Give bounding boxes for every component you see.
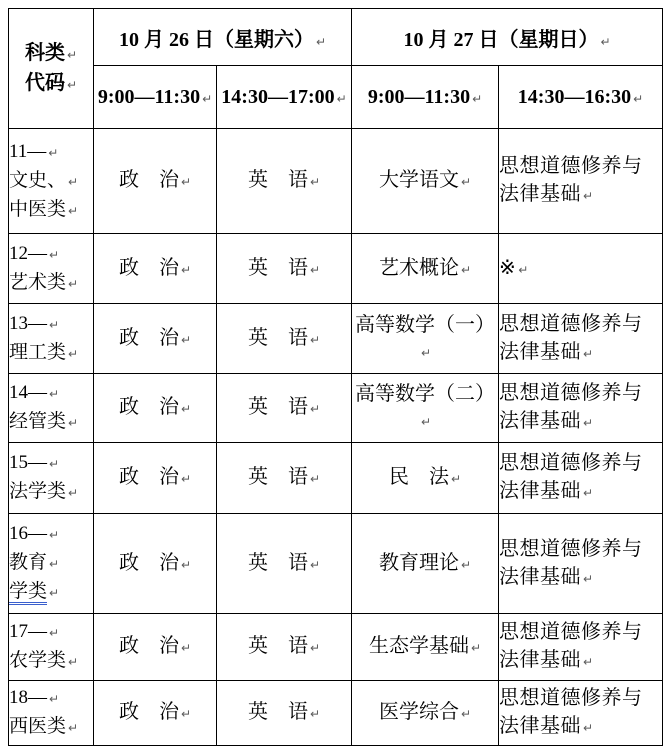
subject-cell bbox=[94, 129, 217, 234]
subject-cell bbox=[352, 234, 499, 304]
code-line-text: 14— bbox=[9, 382, 47, 403]
paragraph-mark-icon: ↵ bbox=[68, 655, 79, 669]
category-code-cell bbox=[9, 614, 94, 681]
subject-text: 政 治 bbox=[118, 551, 179, 574]
time-header-sun-afternoon bbox=[499, 66, 663, 129]
paragraph-mark-icon: ↵ bbox=[460, 262, 472, 277]
subject-text: 思想道德修养与法律基础 bbox=[499, 382, 643, 432]
paragraph-mark-icon: ↵ bbox=[180, 707, 192, 721]
subject-cell bbox=[217, 614, 352, 681]
code-line-text: 学类 bbox=[9, 581, 48, 602]
date-header-sunday bbox=[352, 9, 663, 66]
paragraph-mark-icon: ↵ bbox=[180, 262, 192, 277]
paragraph-mark-icon: ↵ bbox=[460, 557, 472, 572]
paragraph-mark-icon: ↵ bbox=[583, 721, 594, 735]
paragraph-mark-icon: ↵ bbox=[315, 34, 327, 49]
paragraph-mark-icon: ↵ bbox=[309, 175, 321, 189]
paragraph-mark-icon: ↵ bbox=[309, 402, 321, 416]
paragraph-mark-icon: ↵ bbox=[180, 557, 192, 572]
paragraph-mark-icon: ↵ bbox=[68, 346, 79, 361]
code-line-text: 农学类 bbox=[9, 650, 67, 671]
paragraph-mark-icon: ↵ bbox=[583, 189, 594, 203]
header-row-dates bbox=[9, 9, 663, 66]
paragraph-mark-icon: ↵ bbox=[583, 486, 594, 500]
subject-text: 思想道德修养与法律基础 bbox=[499, 452, 643, 502]
code-line-text: 法学类 bbox=[9, 481, 67, 502]
paragraph-mark-icon: ↵ bbox=[49, 247, 60, 262]
subject-cell bbox=[499, 443, 663, 514]
subject-text: 高等数学（二） bbox=[355, 383, 495, 405]
table-row bbox=[9, 681, 663, 746]
subject-cell bbox=[352, 374, 499, 443]
paragraph-mark-icon: ↵ bbox=[48, 145, 59, 160]
code-line-text: 教育 bbox=[9, 552, 48, 573]
table-row bbox=[9, 614, 663, 681]
paragraph-mark-icon: ↵ bbox=[309, 262, 321, 277]
subject-cell bbox=[217, 681, 352, 746]
paragraph-mark-icon: ↵ bbox=[420, 415, 432, 429]
subject-cell bbox=[217, 304, 352, 374]
paragraph-mark-icon: ↵ bbox=[583, 416, 594, 430]
paragraph-mark-icon: ↵ bbox=[180, 402, 192, 416]
grammar-underline bbox=[9, 581, 47, 605]
code-line-text: 西医类 bbox=[9, 716, 67, 737]
paragraph-mark-icon: ↵ bbox=[309, 557, 321, 572]
table-row bbox=[9, 304, 663, 374]
subject-cell bbox=[352, 514, 499, 614]
subject-cell bbox=[217, 234, 352, 304]
subject-text: 政 治 bbox=[118, 169, 179, 191]
category-code-cell bbox=[9, 443, 94, 514]
category-code-cell bbox=[9, 514, 94, 614]
subject-text: 政 治 bbox=[118, 326, 179, 349]
time-text: 14:30—17:00 bbox=[221, 85, 335, 108]
paragraph-mark-icon: ↵ bbox=[68, 416, 79, 430]
subject-cell bbox=[94, 304, 217, 374]
time-text: 9:00—11:30 bbox=[367, 85, 471, 108]
paragraph-mark-icon: ↵ bbox=[180, 472, 192, 486]
exam-schedule-table bbox=[8, 8, 663, 746]
subject-text: 英 语 bbox=[247, 169, 308, 191]
paragraph-mark-icon: ↵ bbox=[49, 692, 60, 706]
category-code-cell bbox=[9, 681, 94, 746]
code-line-text: 15— bbox=[9, 452, 47, 473]
paragraph-mark-icon: ↵ bbox=[420, 345, 432, 360]
subject-cell bbox=[499, 514, 663, 614]
paragraph-mark-icon: ↵ bbox=[68, 721, 79, 735]
subject-cell bbox=[217, 374, 352, 443]
subject-text: 英 语 bbox=[247, 635, 308, 657]
subject-text: 政 治 bbox=[118, 701, 179, 723]
paragraph-mark-icon: ↵ bbox=[583, 571, 594, 586]
subject-text: 思想道德修养与法律基础 bbox=[499, 155, 643, 205]
subject-cell bbox=[94, 443, 217, 514]
time-text: 9:00—11:30 bbox=[97, 85, 201, 108]
paragraph-mark-icon: ↵ bbox=[583, 655, 594, 669]
subject-cell bbox=[94, 374, 217, 443]
code-line-text: 艺术类 bbox=[9, 271, 67, 293]
reference-mark-cell bbox=[499, 234, 663, 304]
paragraph-mark-icon: ↵ bbox=[68, 276, 79, 291]
time-header-sat-afternoon bbox=[217, 66, 352, 129]
subject-text: 大学语文 bbox=[378, 169, 459, 191]
paragraph-mark-icon: ↵ bbox=[518, 262, 529, 277]
category-header-line bbox=[9, 39, 93, 69]
subject-cell bbox=[94, 514, 217, 614]
subject-cell bbox=[94, 614, 217, 681]
paragraph-mark-icon: ↵ bbox=[470, 641, 482, 655]
code-line-text: 13— bbox=[9, 312, 47, 334]
subject-cell bbox=[217, 129, 352, 234]
paragraph-mark-icon: ↵ bbox=[49, 528, 60, 542]
paragraph-mark-icon: ↵ bbox=[49, 557, 60, 571]
code-line-text: 文史、 bbox=[9, 169, 67, 191]
paragraph-mark-icon: ↵ bbox=[460, 707, 472, 721]
paragraph-mark-icon: ↵ bbox=[450, 472, 462, 486]
category-header-text: 科类 bbox=[24, 41, 65, 64]
subject-text: 教育理论 bbox=[378, 551, 459, 574]
subject-text: 高等数学（一） bbox=[355, 313, 495, 336]
subject-cell bbox=[94, 681, 217, 746]
subject-text: 思想道德修养与法律基础 bbox=[499, 687, 643, 737]
subject-cell bbox=[352, 304, 499, 374]
subject-cell bbox=[499, 374, 663, 443]
subject-cell bbox=[499, 614, 663, 681]
date-saturday-text: 10 月 26 日（星期六） bbox=[118, 28, 314, 51]
subject-text: 英 语 bbox=[247, 466, 308, 488]
paragraph-mark-icon: ↵ bbox=[180, 175, 192, 189]
subject-text: 政 治 bbox=[118, 466, 179, 488]
paragraph-mark-icon: ↵ bbox=[180, 641, 192, 655]
paragraph-mark-icon: ↵ bbox=[309, 641, 321, 655]
table-row bbox=[9, 374, 663, 443]
subject-cell bbox=[352, 129, 499, 234]
paragraph-mark-icon: ↵ bbox=[309, 472, 321, 486]
paragraph-mark-icon: ↵ bbox=[472, 91, 483, 106]
category-header-text: 代码 bbox=[24, 71, 65, 94]
paragraph-mark-icon: ↵ bbox=[202, 91, 213, 106]
paragraph-mark-icon: ↵ bbox=[600, 34, 611, 49]
date-sunday-text: 10 月 27 日（星期日） bbox=[403, 28, 599, 51]
code-line-text: 16— bbox=[9, 523, 47, 544]
subject-cell bbox=[499, 681, 663, 746]
subject-text: 英 语 bbox=[247, 551, 308, 574]
subject-text: 英 语 bbox=[247, 701, 308, 723]
subject-text: 政 治 bbox=[118, 635, 179, 657]
subject-text: 英 语 bbox=[247, 326, 308, 349]
time-header-sun-morning bbox=[352, 66, 499, 129]
paragraph-mark-icon: ↵ bbox=[68, 174, 79, 189]
paragraph-mark-icon: ↵ bbox=[336, 91, 347, 106]
category-code-cell bbox=[9, 234, 94, 304]
paragraph-mark-icon: ↵ bbox=[460, 175, 472, 189]
code-line-text: 中医类 bbox=[9, 198, 67, 220]
subject-text: 生态学基础 bbox=[368, 635, 469, 657]
category-code-cell bbox=[9, 304, 94, 374]
subject-text: 民 法 bbox=[388, 466, 449, 488]
subject-text: 艺术概论 bbox=[378, 256, 459, 279]
subject-cell bbox=[499, 129, 663, 234]
paragraph-mark-icon: ↵ bbox=[583, 346, 594, 361]
table-row bbox=[9, 514, 663, 614]
code-line-text: 经管类 bbox=[9, 411, 67, 432]
paragraph-mark-icon: ↵ bbox=[68, 203, 79, 218]
subject-text: 英 语 bbox=[247, 256, 308, 279]
subject-cell bbox=[352, 614, 499, 681]
paragraph-mark-icon: ↵ bbox=[309, 707, 321, 721]
subject-cell bbox=[217, 443, 352, 514]
time-text: 14:30—16:30 bbox=[517, 85, 632, 108]
subject-text: 政 治 bbox=[118, 256, 179, 279]
code-line-text: 17— bbox=[9, 621, 47, 642]
date-header-saturday bbox=[94, 9, 352, 66]
paragraph-mark-icon: ↵ bbox=[49, 317, 60, 332]
code-line-text: 12— bbox=[9, 242, 47, 264]
subject-text: 思想道德修养与法律基础 bbox=[499, 312, 643, 363]
paragraph-mark-icon: ↵ bbox=[49, 626, 60, 640]
subject-text: 英 语 bbox=[247, 396, 308, 418]
code-line-text: 11— bbox=[9, 140, 47, 162]
code-line-text: 18— bbox=[9, 687, 47, 708]
subject-cell bbox=[499, 304, 663, 374]
header-row-times bbox=[9, 66, 663, 129]
code-line-text: 理工类 bbox=[9, 341, 67, 363]
reference-mark-text: ※ bbox=[499, 256, 517, 279]
table-row bbox=[9, 443, 663, 514]
category-code-cell bbox=[9, 374, 94, 443]
subject-cell bbox=[217, 514, 352, 614]
subject-cell bbox=[352, 443, 499, 514]
paragraph-mark-icon: ↵ bbox=[180, 332, 192, 347]
paragraph-mark-icon: ↵ bbox=[49, 586, 60, 600]
paragraph-mark-icon: ↵ bbox=[49, 387, 60, 401]
paragraph-mark-icon: ↵ bbox=[66, 77, 78, 92]
table-row bbox=[9, 234, 663, 304]
category-code-header-cell bbox=[9, 9, 94, 129]
paragraph-mark-icon: ↵ bbox=[633, 91, 644, 106]
paragraph-mark-icon: ↵ bbox=[49, 457, 60, 471]
category-code-cell bbox=[9, 129, 94, 234]
category-header-line bbox=[9, 69, 93, 99]
subject-text: 政 治 bbox=[118, 396, 179, 418]
subject-text: 思想道德修养与法律基础 bbox=[499, 537, 643, 588]
subject-text: 医学综合 bbox=[378, 701, 459, 723]
subject-cell bbox=[94, 234, 217, 304]
time-header-sat-morning bbox=[94, 66, 217, 129]
table-row bbox=[9, 129, 663, 234]
paragraph-mark-icon: ↵ bbox=[66, 47, 78, 62]
paragraph-mark-icon: ↵ bbox=[68, 486, 79, 500]
subject-cell bbox=[352, 681, 499, 746]
subject-text: 思想道德修养与法律基础 bbox=[499, 621, 643, 671]
paragraph-mark-icon: ↵ bbox=[309, 332, 321, 347]
